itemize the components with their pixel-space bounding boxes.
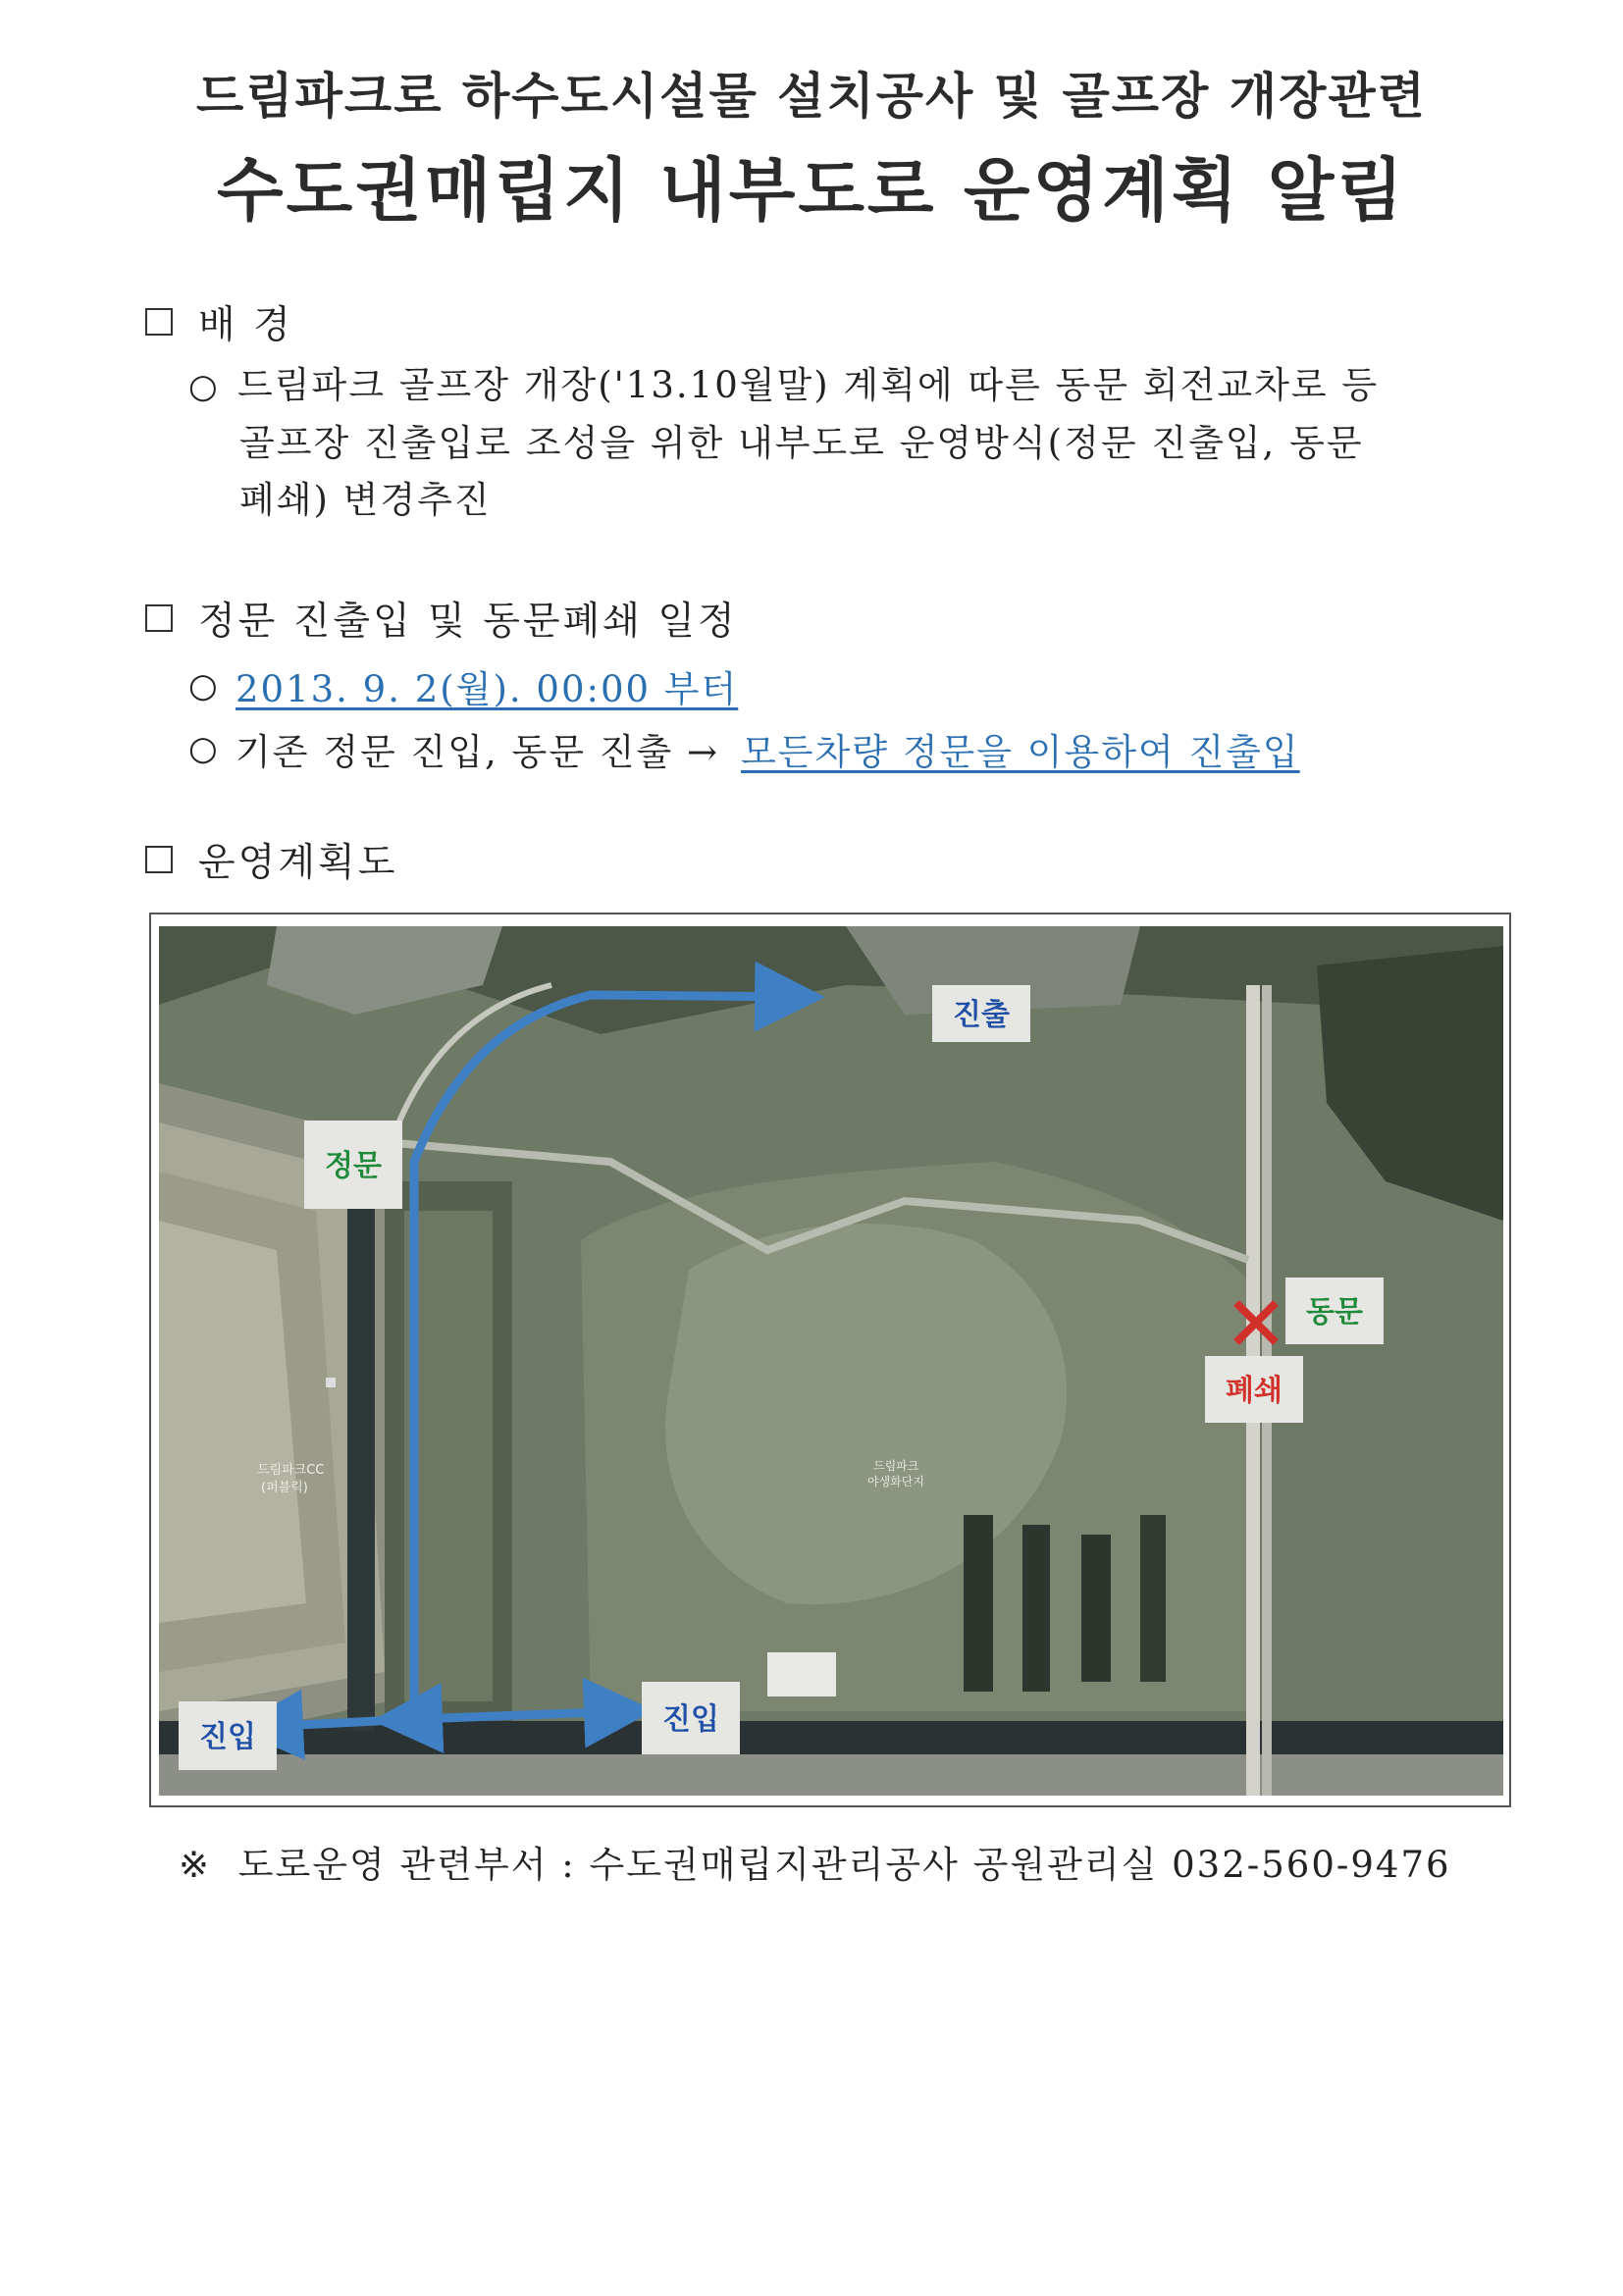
bullet-circle-icon: ○: [188, 729, 220, 768]
section-plan-label: 운영계획도: [198, 841, 398, 885]
map-label-exit: 진출: [953, 998, 1010, 1032]
map-label-east-gate: 동문: [1306, 1295, 1363, 1330]
background-line-1: 드림파크 골프장 개장('13.10월말) 계획에 따른 동문 회전교차로 등: [237, 364, 1380, 406]
checkbox-square-icon: [145, 846, 173, 873]
map-caption-park: 드림파크: [873, 1459, 919, 1473]
background-line-3: 폐쇄) 변경추진: [239, 479, 492, 521]
background-paragraph: [188, 357, 1464, 529]
footer-contact-text: 도로운영 관련부서 : 수도권매립지관리공사 공원관리실 032-560-9476: [237, 1844, 1451, 1886]
checkbox-square-icon: [145, 308, 173, 336]
background-line-2: 골프장 진출입로 조성을 위한 내부도로 운영방식(정문 진출입, 동문: [239, 422, 1364, 464]
document-title: 수도권매립지 내부도로 운영계획 알림: [216, 150, 1407, 231]
operation-plan-map: [149, 913, 1511, 1807]
section-schedule-heading: [145, 591, 738, 646]
map-label-main-gate: 정문: [325, 1149, 382, 1183]
reference-mark-icon: ※: [179, 1844, 212, 1886]
map-label-entry-left: 진입: [199, 1720, 256, 1754]
schedule-change-link[interactable]: 모든차량 정문을 이용하여 진출입: [741, 731, 1300, 773]
schedule-date-link[interactable]: 2013. 9. 2(월). 00:00 부터: [236, 668, 739, 710]
document-subtitle: 드림파크로 하수도시설물 설치공사 및 골프장 개장관련: [196, 68, 1427, 125]
schedule-change-text: 기존 정문 진입, 동문 진출 →: [236, 731, 719, 773]
map-label-entry-right: 진입: [662, 1702, 719, 1737]
map-label-closed: 폐쇄: [1226, 1374, 1283, 1408]
section-schedule-label: 정문 진출입 및 동문폐쇄 일정: [198, 600, 738, 644]
map-aerial-image: [159, 926, 1503, 1796]
map-caption-park-sub: 야생화단지: [867, 1475, 924, 1488]
bullet-circle-icon: ○: [188, 367, 220, 406]
section-background-label: 배 경: [198, 303, 293, 347]
schedule-date-bullet: [188, 659, 738, 712]
schedule-change-bullet: [188, 722, 1300, 775]
checkbox-square-icon: [145, 604, 173, 632]
bullet-circle-icon: ○: [188, 666, 220, 705]
section-background-heading: [145, 294, 293, 349]
section-plan-heading: [145, 832, 397, 887]
map-caption-cc: 드림파크CC: [257, 1463, 325, 1478]
footer-contact: [179, 1835, 1451, 1888]
map-caption-cc-sub: (퍼블릭): [261, 1481, 308, 1495]
